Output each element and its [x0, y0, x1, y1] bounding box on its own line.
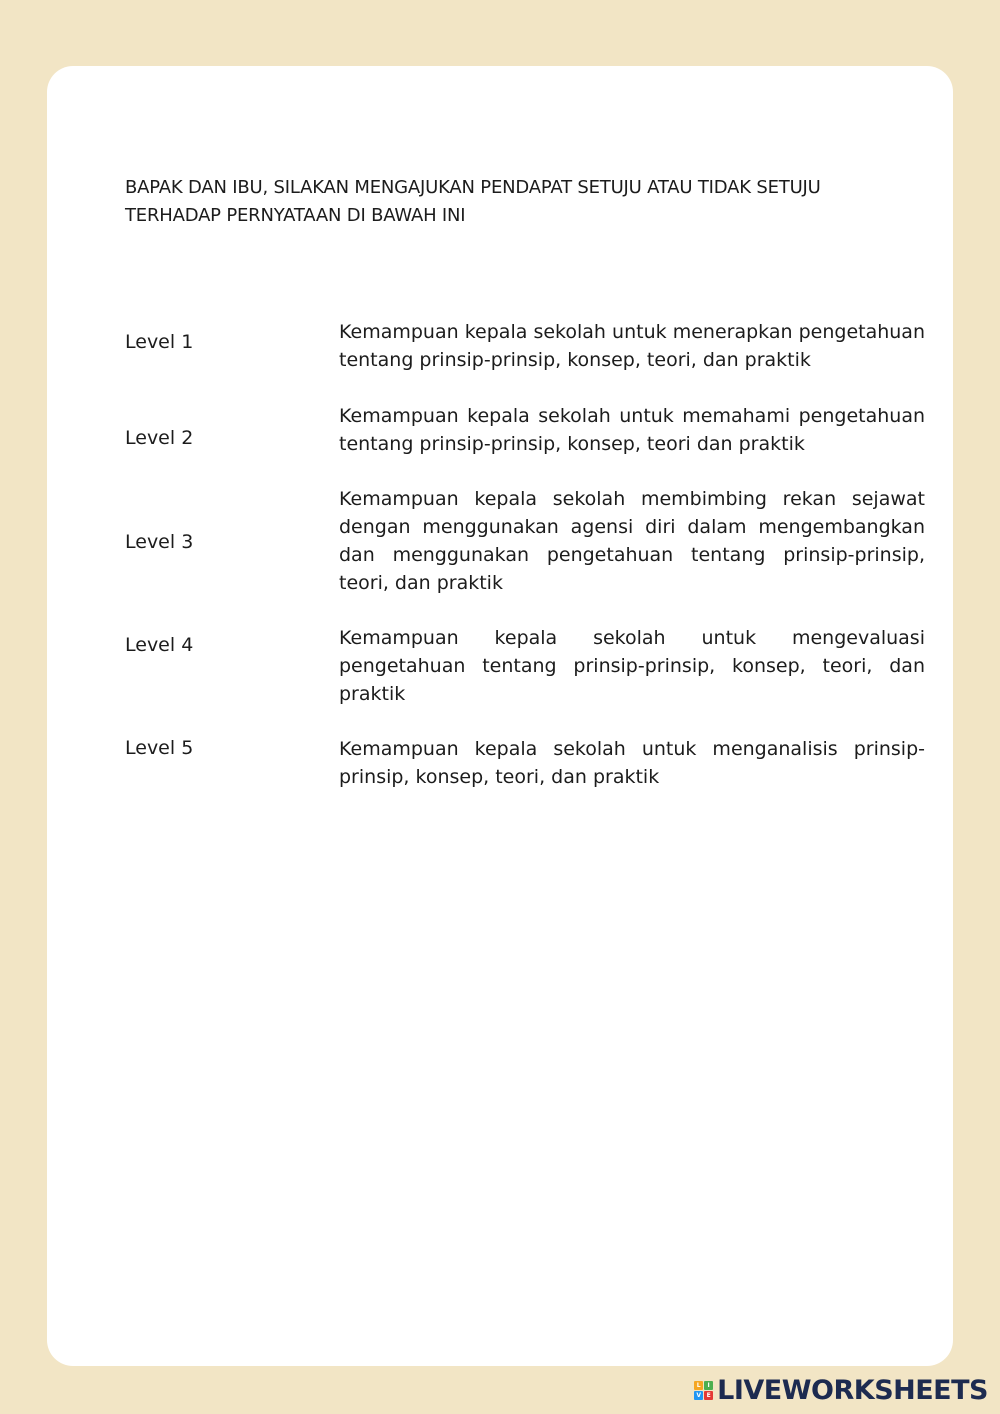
level-1-label: Level 1 — [125, 331, 194, 353]
instruction-line-2: TERHADAP PERNYATAAN DI BAWAH INI — [125, 205, 466, 226]
level-5-description: Kemampuan kepala sekolah untuk menganalisis prinsip-prinsip, konsep, teori, dan praktik — [339, 738, 925, 788]
logo-brand-text: LIVEWORKSHEETS — [717, 1375, 988, 1406]
level-5-label: Level 5 — [125, 737, 194, 759]
logo-grid-icon — [694, 1381, 713, 1400]
logo-cell-i: I — [704, 1381, 713, 1390]
worksheet-card — [47, 66, 953, 1366]
logo-cell-v: V — [694, 1391, 703, 1400]
level-3-label: Level 3 — [125, 531, 194, 553]
level-2-label: Level 2 — [125, 427, 194, 449]
level-2-description: Kemampuan kepala sekolah untuk memahami pengetahuan tentang prinsip-prinsip, konsep, teori dan praktik — [339, 405, 925, 455]
liveworksheets-logo — [694, 1375, 988, 1406]
logo-cell-e: E — [704, 1391, 713, 1400]
level-1-description: Kemampuan kepala sekolah untuk menerapkan pengetahuan tentang prinsip-prinsip, konsep, teori, dan praktik — [339, 321, 925, 371]
level-4-description: Kemampuan kepala sekolah untuk mengevaluasi pengetahuan tentang prinsip-prinsip, konsep, teori, dan praktik — [339, 627, 925, 705]
instruction-line-1: BAPAK DAN IBU, SILAKAN MENGAJUKAN PENDAPAT SETUJU ATAU TIDAK SETUJU — [125, 177, 821, 198]
level-4-label: Level 4 — [125, 634, 194, 656]
level-3-description: Kemampuan kepala sekolah membimbing rekan sejawat dengan menggunakan agensi diri dalam mengembangkan dan menggunakan pengetahuan tentang prinsip-prinsip, teori, dan praktik — [339, 488, 925, 594]
instruction-text — [125, 174, 905, 230]
logo-cell-l: L — [694, 1381, 703, 1390]
